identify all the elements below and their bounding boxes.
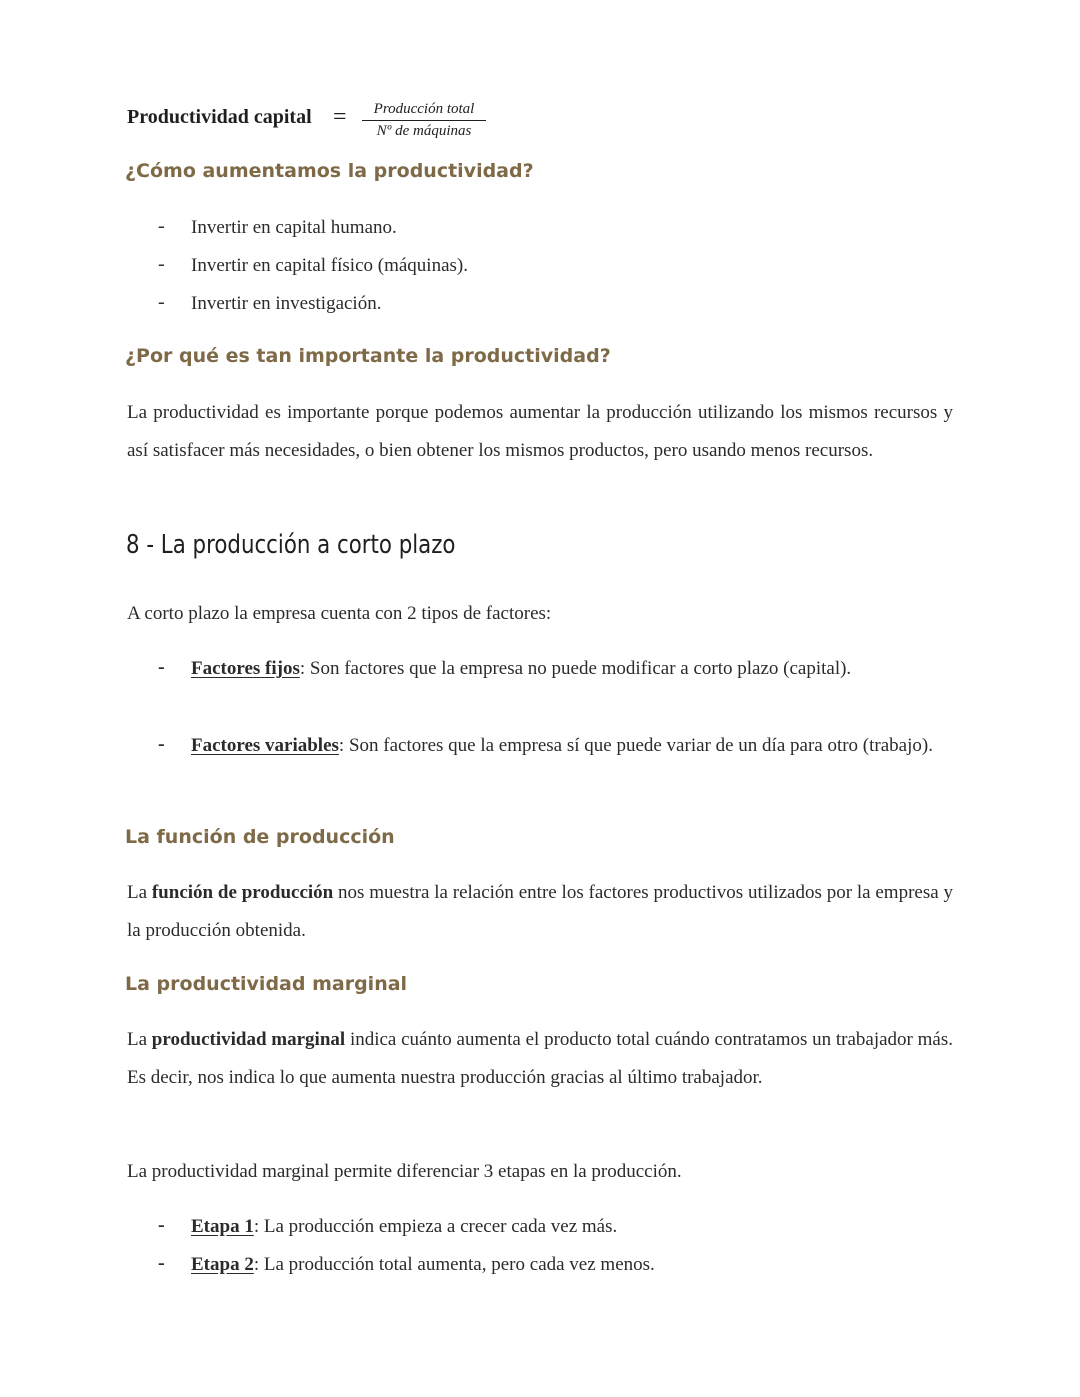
list-item-stage-2	[191, 1246, 953, 1284]
paragraph-marginal-productivity	[127, 1021, 953, 1097]
list-item-fixed-factors	[191, 650, 953, 688]
bullet-dash: -	[158, 733, 165, 755]
chapter-title: 8 - La producción a corto plazo	[126, 530, 456, 560]
paragraph-stages-intro: La productividad marginal permite diferenciar 3 etapas en la producción.	[127, 1161, 682, 1182]
term-production-function: función de producción	[151, 882, 334, 903]
stage-1-text: : La producción empieza a crecer cada vez más.	[253, 1216, 618, 1237]
bullet-dash: -	[158, 253, 165, 275]
variable-factors-text: : Son factores que la empresa sí que puede variar de un día para otro (trabajo).	[338, 735, 933, 756]
list-item-variable-factors	[191, 727, 953, 765]
formula-fraction	[362, 100, 486, 140]
marginal-rest: indica cuánto aumenta el producto total cuándo contratamos un trabajador más. Es decir, nos indica lo que aumenta nuestra producción gracias al último trabajador.	[127, 1029, 953, 1088]
heading-marginal-productivity: La productividad marginal	[125, 973, 408, 995]
list-item: Invertir en capital humano.	[191, 217, 397, 238]
bullet-dash: -	[158, 291, 165, 313]
formula-label: Productividad capital	[127, 106, 312, 128]
bullet-dash: -	[158, 1214, 165, 1236]
bullet-dash: -	[158, 1252, 165, 1274]
marginal-lead: La	[127, 1029, 152, 1050]
formula-denominator: Nº de máquinas	[376, 123, 472, 139]
bullet-dash: -	[158, 656, 165, 678]
production-function-lead: La	[127, 882, 152, 903]
heading-production-function: La función de producción	[125, 826, 395, 848]
formula-equals: =	[333, 104, 347, 130]
heading-importance: ¿Por qué es tan importante la productividad?	[125, 345, 611, 367]
term-marginal-productivity: productividad marginal	[151, 1029, 346, 1050]
paragraph-production-function	[127, 874, 953, 950]
term-variable-factors: Factores variables	[191, 735, 339, 756]
fixed-factors-text: : Son factores que la empresa no puede modificar a corto plazo (capital).	[299, 658, 852, 679]
list-item: Invertir en capital físico (máquinas).	[191, 255, 468, 276]
production-function-rest: nos muestra la relación entre los factores productivos utilizados por la empresa y la producción obtenida.	[127, 882, 953, 941]
list-item: Invertir en investigación.	[191, 293, 382, 314]
bullet-dash: -	[158, 215, 165, 237]
paragraph-importance: La productividad es importante porque podemos aumentar la producción utilizando los mismos recursos y así satisfacer más necesidades, o bien obtener los mismos productos, pero usando menos recursos.	[127, 402, 953, 461]
term-stage-1: Etapa 1	[191, 1216, 254, 1237]
list-item-stage-1	[191, 1208, 953, 1246]
term-stage-2: Etapa 2	[191, 1254, 254, 1275]
stage-2-text: : La producción total aumenta, pero cada vez menos.	[253, 1254, 655, 1275]
formula-numerator: Producción total	[362, 100, 486, 121]
heading-increase-productivity: ¿Cómo aumentamos la productividad?	[125, 160, 534, 182]
term-fixed-factors: Factores fijos	[191, 658, 300, 679]
paragraph-intro-factors: A corto plazo la empresa cuenta con 2 tipos de factores:	[127, 603, 552, 624]
